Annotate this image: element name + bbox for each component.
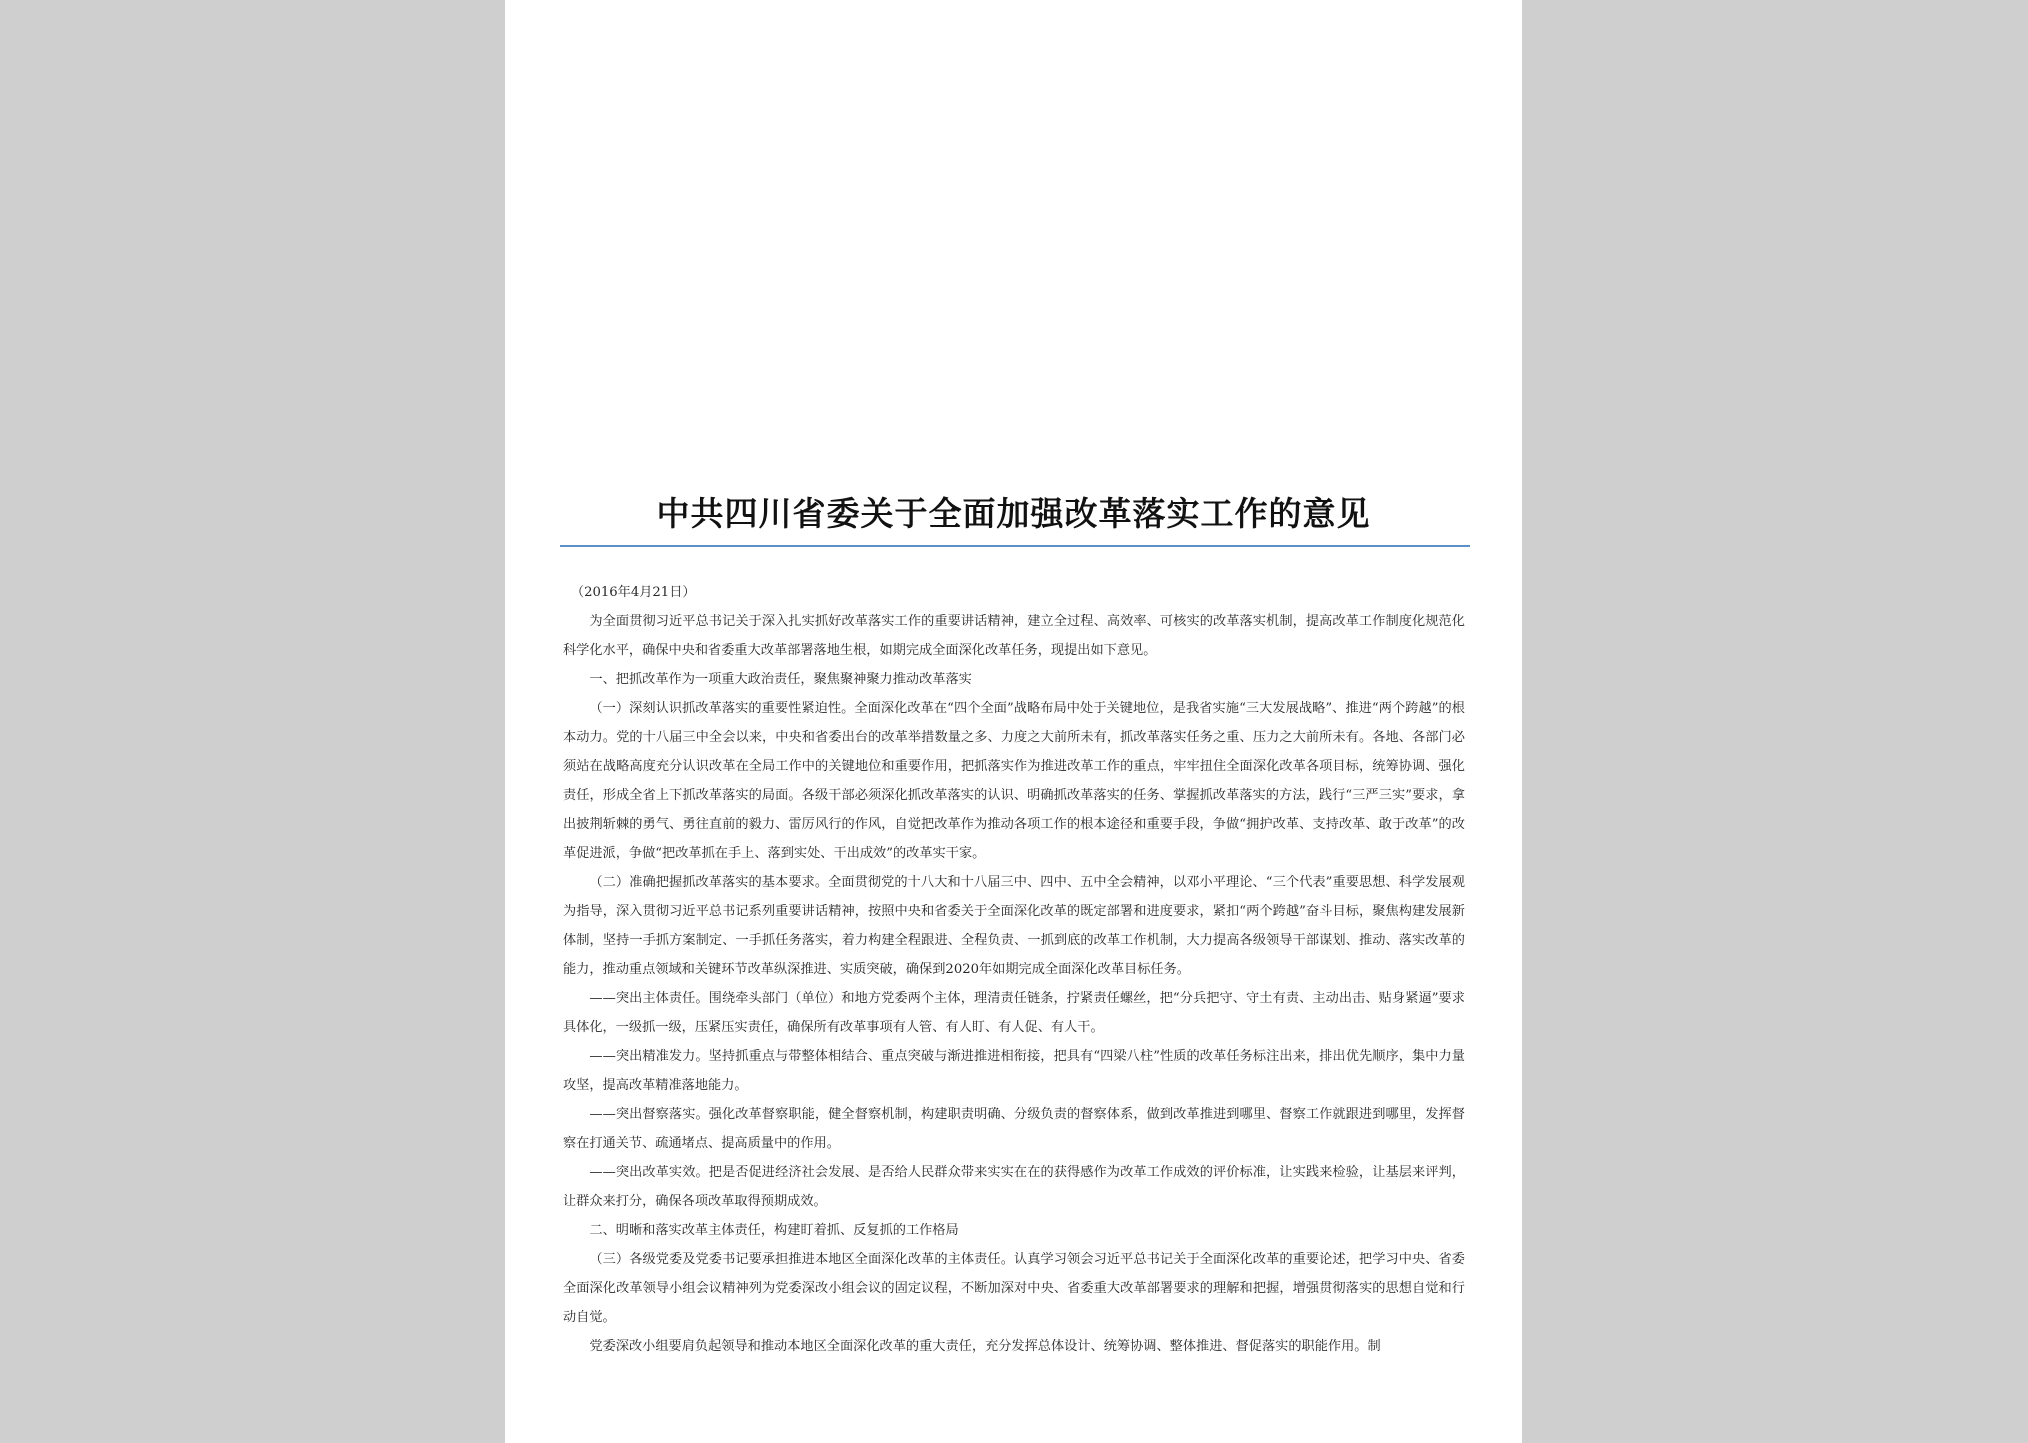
paragraph: 为全面贯彻习近平总书记关于深入扎实抓好改革落实工作的重要讲话精神，建立全过程、高效率、可核实的改革落实机制，提高改革工作制度化规范化科学化水平，确保中央和省委重大改革部署落地生根，如期完成全面深化改革任务，现提出如下意见。 — [563, 614, 1465, 658]
title-underline — [560, 545, 1470, 547]
paragraph: ——突出督察落实。强化改革督察职能，健全督察机制，构建职责明确、分级负责的督察体系，做到改革推进到哪里、督察工作就跟进到哪里，发挥督察在打通关节、疏通堵点、提高质量中的作用。 — [563, 1107, 1465, 1151]
paragraph: ——突出改革实效。把是否促进经济社会发展、是否给人民群众带来实实在在的获得感作为改革工作成效的评价标准，让实践来检验，让基层来评判，让群众来打分，确保各项改革取得预期成效。 — [563, 1165, 1465, 1209]
section-heading: 一、把抓改革作为一项重大政治责任，聚焦聚神聚力推动改革落实 — [589, 672, 972, 687]
paragraph: （三）各级党委及党委书记要承担推进本地区全面深化改革的主体责任。认真学习领会习近平总书记关于全面深化改革的重要论述，把学习中央、省委全面深化改革领导小组会议精神列为党委深改小组会议的固定议程，不断加深对中央、省委重大改革部署要求的理解和把握，增强贯彻落实的思想自觉和行动自觉。 — [563, 1252, 1465, 1325]
paragraph: 党委深改小组要肩负起领导和推动本地区全面深化改革的重大责任，充分发挥总体设计、统筹协调、整体推进、督促落实的职能作用。制 — [589, 1339, 1381, 1354]
paragraph: （一）深刻认识抓改革落实的重要性紧迫性。全面深化改革在“四个全面”战略布局中处于关键地位，是我省实施“三大发展战略”、推进“两个跨越”的根本动力。党的十八届三中全会以来，中央和省委出台的改革举措数量之多、力度之大前所未有，抓改革落实任务之重、压力之大前所未有。各地、各部门必须站在战略高度充分认识改革在全局工作中的关键地位和重要作用，把抓落实作为推进改革工作的重点，牢牢扭住全面深化改革各项目标，统筹协调、强化责任，形成全省上下抓改革落实的局面。各级干部必须深化抓改革落实的认识、明确抓改革落实的任务、掌握抓改革落实的方法，践行“三严三实”要求，拿出披荆斩棘的勇气、勇往直前的毅力、雷厉风行的作风，自觉把改革作为推动各项工作的根本途径和重要手段，争做“拥护改革、支持改革、敢于改革”的改革促进派，争做“把改革抓在手上、落到实处、干出成效”的改革实干家。 — [563, 701, 1465, 861]
paragraph: ——突出主体责任。围绕牵头部门（单位）和地方党委两个主体，理清责任链条，拧紧责任螺丝，把“分兵把守、守土有责、主动出击、贴身紧逼”要求具体化，一级抓一级，压紧压实责任，确保所有改革事项有人管、有人盯、有人促、有人干。 — [563, 991, 1465, 1035]
document-body — [563, 578, 1465, 1361]
section-heading: 二、明晰和落实改革主体责任，构建盯着抓、反复抓的工作格局 — [589, 1223, 959, 1238]
document-page — [505, 0, 1522, 1443]
paragraph: （二）准确把握抓改革落实的基本要求。全面贯彻党的十八大和十八届三中、四中、五中全会精神，以邓小平理论、“三个代表”重要思想、科学发展观为指导，深入贯彻习近平总书记系列重要讲话精神，按照中央和省委关于全面深化改革的既定部署和进度要求，紧扣“两个跨越”奋斗目标，聚焦构建发展新体制，坚持一手抓方案制定、一手抓任务落实，着力构建全程跟进、全程负责、一抓到底的改革工作机制，大力提高各级领导干部谋划、推动、落实改革的能力，推动重点领域和关键环节改革纵深推进、实质突破，确保到2020年如期完成全面深化改革目标任务。 — [563, 875, 1465, 977]
document-title: 中共四川省委关于全面加强改革落实工作的意见 — [656, 494, 1371, 533]
document-date: （2016年4月21日） — [570, 585, 696, 600]
paragraph: ——突出精准发力。坚持抓重点与带整体相结合、重点突破与渐进推进相衔接，把具有“四梁八柱”性质的改革任务标注出来，排出优先顺序，集中力量攻坚，提高改革精准落地能力。 — [563, 1049, 1465, 1093]
